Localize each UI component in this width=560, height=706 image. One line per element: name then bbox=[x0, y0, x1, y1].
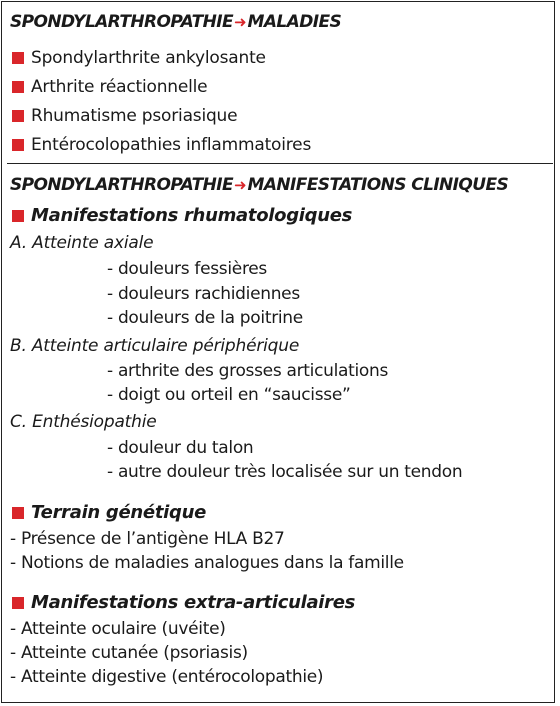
red-square-icon bbox=[12, 81, 24, 93]
atteinte-peripherique-title: B. Atteinte articulaire périphérique bbox=[10, 336, 300, 356]
list-item: - arthrite des grosses articulations bbox=[107, 361, 389, 381]
section1-title bbox=[10, 12, 341, 32]
red-square-icon bbox=[12, 210, 24, 222]
list-item: Arthrite réactionnelle bbox=[12, 77, 207, 97]
enthesiopathie-title: C. Enthésiopathie bbox=[10, 412, 157, 432]
atteinte-axiale-title: A. Atteinte axiale bbox=[10, 233, 154, 253]
extra-heading: Manifestations extra-articulaires bbox=[12, 592, 355, 613]
list-item: - douleurs de la poitrine bbox=[107, 308, 303, 328]
red-square-icon bbox=[12, 139, 24, 151]
list-item: Rhumatisme psoriasique bbox=[12, 106, 237, 126]
list-item: - Atteinte digestive (entérocolopathie) bbox=[10, 667, 324, 687]
title-right: MANIFESTATIONS CLINIQUES bbox=[247, 175, 509, 195]
list-item: - Notions de maladies analogues dans la famille bbox=[10, 553, 404, 573]
title-left: SPONDYLARTHROPATHIE bbox=[10, 175, 233, 195]
section2-title bbox=[10, 175, 508, 195]
terrain-heading: Terrain génétique bbox=[12, 502, 206, 523]
red-square-icon bbox=[12, 110, 24, 122]
list-item: - douleurs rachidiennes bbox=[107, 284, 300, 304]
list-item: - doigt ou orteil en “saucisse” bbox=[107, 385, 351, 405]
list-item: - douleur du talon bbox=[107, 438, 254, 458]
list-item: Spondylarthrite ankylosante bbox=[12, 48, 266, 68]
red-square-icon bbox=[12, 597, 24, 609]
red-square-icon bbox=[12, 507, 24, 519]
rheum-heading: Manifestations rhumatologiques bbox=[12, 205, 352, 226]
arrow-right-icon: ➜ bbox=[233, 13, 247, 31]
list-item: - Atteinte cutanée (psoriasis) bbox=[10, 643, 248, 663]
list-item: Entérocolopathies inflammatoires bbox=[12, 135, 311, 155]
list-item: - Atteinte oculaire (uvéite) bbox=[10, 619, 226, 639]
list-item: - douleurs fessières bbox=[107, 259, 267, 279]
section-divider bbox=[7, 163, 553, 164]
title-left: SPONDYLARTHROPATHIE bbox=[10, 12, 233, 32]
list-item: - Présence de l’antigène HLA B27 bbox=[10, 529, 285, 549]
arrow-right-icon: ➜ bbox=[233, 176, 247, 194]
title-right: MALADIES bbox=[247, 12, 342, 32]
red-square-icon bbox=[12, 52, 24, 64]
list-item: - autre douleur très localisée sur un tendon bbox=[107, 462, 463, 482]
